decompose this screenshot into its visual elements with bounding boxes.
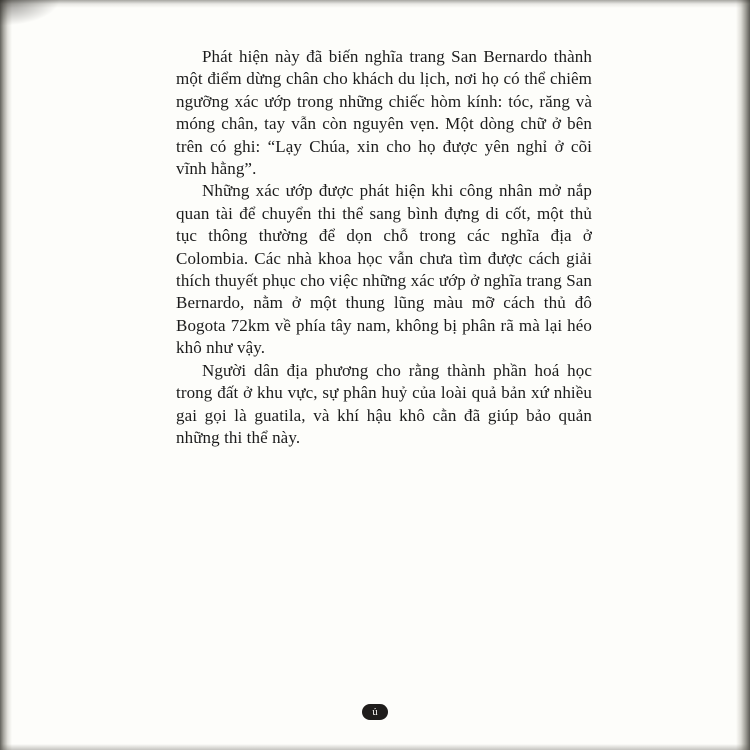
- footer-page-marker: ủ: [362, 704, 388, 720]
- paragraph: Người dân địa phương cho rằng thành phần hoá học trong đất ở khu vực, sự phân huỷ của loài quả bản xứ nhiều gai gọi là guatila, và khí hậu khô cằn đã giúp bảo quản những thi thể này.: [176, 360, 592, 447]
- bottom-page-edge-shadow: [0, 744, 750, 750]
- body-text-block: [176, 46, 592, 449]
- top-left-corner-shadow: [0, 0, 60, 26]
- right-page-edge-shadow: [736, 0, 750, 750]
- paragraph: Phát hiện này đã biến nghĩa trang San Bernardo thành một điểm dừng chân cho khách du lịch, nơi họ có thể chiêm ngưỡng xác ướp trong những chiếc hòm kính: tóc, răng và móng chân, tay vẫn còn nguyên vẹn. Một dòng chữ ở bên trên có ghi: “Lạy Chúa, xin cho họ được yên nghỉ ở cõi vĩnh hằng”.: [176, 47, 592, 179]
- top-page-edge-shadow: [0, 0, 750, 8]
- paragraph: Những xác ướp được phát hiện khi công nhân mở nắp quan tài để chuyển thi thể sang bình đựng di cốt, một thủ tục thông thường để dọn chỗ trong các nghĩa địa ở Colombia. Các nhà khoa học vẫn chưa tìm được cách giải thích thuyết phục cho việc những xác ướp ở nghĩa trang San Bernardo, nằm ở một thung lũng màu mỡ cách thủ đô Bogota 72km về phía tây nam, không bị phân rã mà lại héo khô như vậy.: [176, 181, 592, 358]
- left-page-edge-shadow: [0, 0, 12, 750]
